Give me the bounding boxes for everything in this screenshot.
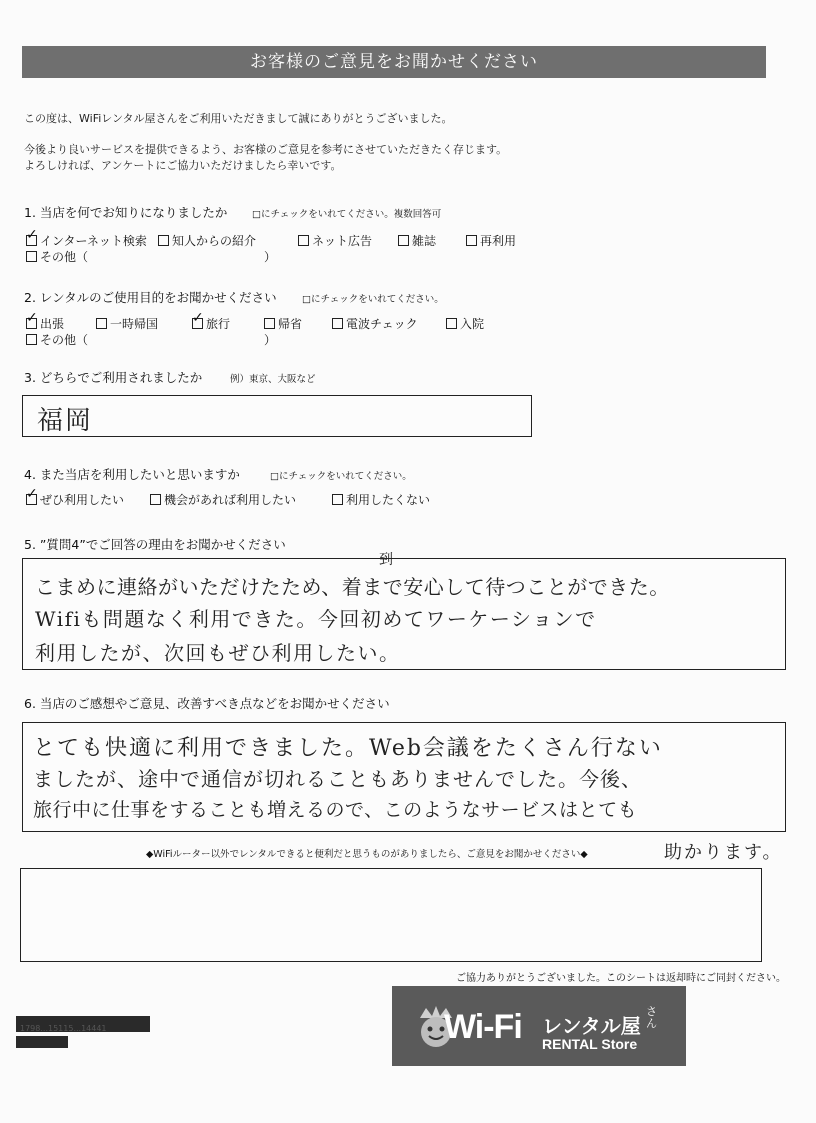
q5-answer-box[interactable] [22, 552, 786, 670]
q4-label: 4. また当店を利用したいと思いますか [24, 467, 240, 482]
q1-option-reuse[interactable]: 再利用 [466, 232, 516, 249]
q2-option-business[interactable]: ✓出張 [26, 315, 64, 332]
checkbox-checked-icon[interactable] [26, 494, 37, 505]
checkbox-icon[interactable] [150, 494, 161, 505]
checkbox-icon[interactable] [398, 235, 409, 246]
q3-label: 3. どちらでご利用されましたか [24, 370, 203, 385]
q4-option-definitely[interactable]: ✓ぜひ利用したい [26, 491, 124, 508]
q2-option-homecoming[interactable]: 帰省 [264, 315, 302, 332]
q1-label: 1. 当店を何でお知りになりましたか [24, 205, 228, 220]
q5-label: 5. ”質問4”でご回答の理由をお聞かせください [24, 537, 286, 552]
checkbox-icon[interactable] [96, 318, 107, 329]
checkbox-icon[interactable] [332, 494, 343, 505]
logo-honorific: さん [646, 1005, 657, 1030]
q1-option-magazine[interactable]: 雑誌 [398, 232, 436, 249]
q4-note: □にチェックをいれてください。 [270, 471, 412, 482]
q2-option-signal-check[interactable]: 電波チェック [332, 315, 418, 332]
page-title: お客様のご意見をお聞かせください [22, 46, 766, 78]
q2-note: □にチェックをいれてください。 [302, 294, 444, 305]
q2-other-close: ） [264, 333, 277, 347]
q5-answer-line-1: こまめに連絡がいただけたため、着まで安心して待つことができた。 [35, 575, 670, 599]
logo-brand: Wi-Fi [444, 1008, 522, 1046]
q2-option-temp-return[interactable]: 一時帰国 [96, 315, 158, 332]
logo-sub: RENTAL Store [542, 1036, 638, 1052]
redacted-id: 1798...15115...14441 [16, 1016, 150, 1032]
q5-answer-line-2: Wifiも問題なく利用できた。今回初めてワーケーションで [35, 607, 597, 631]
q6-answer-line-3: 旅行中に仕事をすることも増えるので、このようなサービスはとても [33, 799, 638, 821]
footer-note: ご協力ありがとうございました。このシートは返却時にご同封ください。 [456, 973, 786, 984]
q7-label: ◆WiFiルーター以外でレンタルできると便利だと思うものがありましたら、ご意見をお聞かせください◆ [146, 849, 588, 860]
q5-answer-line-3: 利用したが、次回もぜひ利用したい。 [35, 641, 401, 665]
q2-option-other[interactable]: その他（ [26, 331, 88, 348]
q5-correction: 到 [379, 552, 393, 568]
checkbox-icon[interactable] [26, 334, 37, 345]
q6-answer-box[interactable] [22, 722, 786, 832]
checkbox-checked-icon[interactable] [26, 318, 37, 329]
q4-option-if-chance[interactable]: 機会があれば利用したい [150, 491, 296, 508]
q7-answer-box[interactable] [20, 868, 762, 962]
checkbox-checked-icon[interactable] [26, 235, 37, 246]
q1-note: □にチェックをいれてください。複数回答可 [252, 209, 442, 220]
q1-option-net-ad[interactable]: ネット広告 [298, 232, 372, 249]
q1-option-friend[interactable]: 知人からの紹介 [158, 232, 256, 249]
q1-option-other[interactable]: その他（ [26, 248, 88, 265]
intro-line-1: この度は、WiFiレンタル屋さんをご利用いただきまして誠にありがとうございました。 [24, 112, 453, 125]
checkbox-icon[interactable] [446, 318, 457, 329]
redacted-block [16, 1036, 68, 1048]
q2-label: 2. レンタルのご使用目的をお聞かせください [24, 290, 277, 305]
q2-option-travel[interactable]: ✓ 旅行 [192, 315, 230, 332]
q6-label: 6. 当店のご感想やご意見、改善すべき点などをお聞かせください [24, 696, 390, 711]
checkbox-icon[interactable] [264, 318, 275, 329]
intro-line-3: よろしければ、アンケートにご協力いただけましたら幸いです。 [24, 159, 342, 172]
checkbox-checked-icon[interactable] [192, 318, 203, 329]
checkbox-icon[interactable] [332, 318, 343, 329]
q3-answer: 福岡 [37, 406, 94, 436]
q2-option-hospital[interactable]: 入院 [446, 315, 484, 332]
q1-other-close: ） [264, 250, 277, 264]
logo-name: レンタル屋 [542, 1014, 641, 1038]
q6-answer-line-2: ましたが、途中で通信が切れることもありませんでした。今後、 [33, 767, 642, 791]
q1-option-search[interactable]: ✓インターネット検索 [26, 232, 147, 249]
q6-answer-line-4: 助かります。 [664, 842, 783, 863]
q3-answer-box[interactable] [22, 395, 532, 437]
intro-line-2: 今後より良いサービスを提供できるよう、お客様のご意見を参考にさせていただきたく存じます。 [24, 143, 508, 156]
q4-option-no[interactable]: 利用したくない [332, 491, 430, 508]
checkbox-icon[interactable] [466, 235, 477, 246]
q3-example: 例）東京、大阪など [230, 374, 316, 385]
q6-answer-line-1: とても快適に利用できました。Web会議をたくさん行ない [33, 736, 663, 761]
store-logo [392, 986, 686, 1066]
checkbox-icon[interactable] [298, 235, 309, 246]
checkbox-icon[interactable] [26, 251, 37, 262]
checkbox-icon[interactable] [158, 235, 169, 246]
